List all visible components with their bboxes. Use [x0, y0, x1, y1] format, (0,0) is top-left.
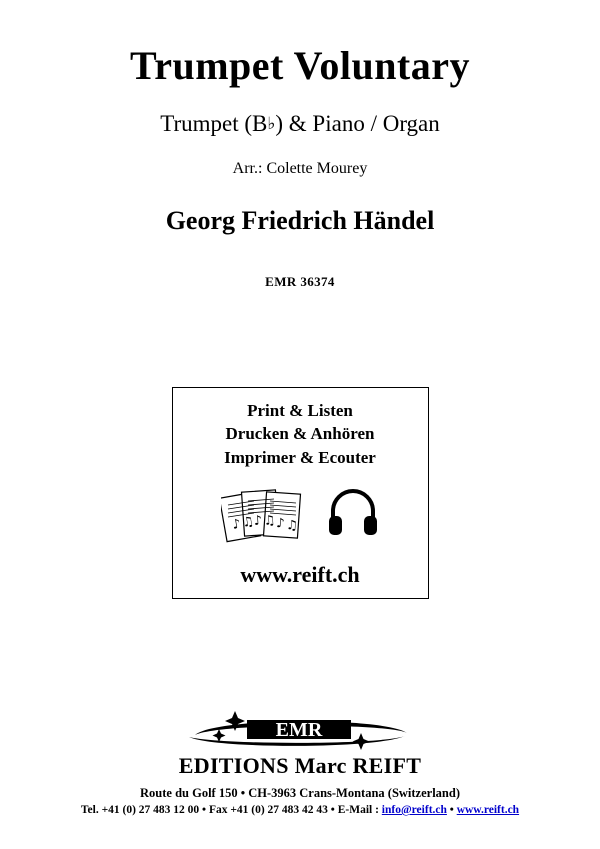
headphones-icon [327, 486, 379, 543]
promo-line-de: Drucken & Anhören [225, 424, 375, 444]
promo-box [172, 387, 429, 599]
svg-text:♪: ♪ [275, 516, 286, 533]
contact-phone-fax: Tel. +41 (0) 27 483 12 00 • Fax +41 (0) 27 483 42 43 • E-Mail : [80, 804, 382, 816]
email-link[interactable]: info@reift.ch [381, 804, 447, 816]
instrumentation [0, 88, 600, 138]
promo-section [0, 290, 600, 599]
svg-text:♫: ♫ [241, 514, 256, 532]
svg-text:EMR: EMR [275, 719, 323, 741]
publisher-contact [0, 804, 600, 816]
promo-line-fr: Imprimer & Ecouter [224, 447, 376, 467]
publisher-name: EDITIONS Marc REIFT [178, 753, 422, 778]
promo-line-en: Print & Listen [247, 400, 353, 420]
svg-text:♪: ♪ [231, 517, 242, 534]
svg-text:♫: ♫ [263, 513, 276, 530]
instrumentation-suffix: ) & Piano / Organ [275, 111, 440, 136]
emr-logo-icon [0, 705, 600, 751]
composer: Georg Friedrich Händel [165, 205, 435, 235]
sheet-music-icon [221, 481, 307, 548]
flat-symbol: ♭ [267, 114, 276, 133]
website-link[interactable]: www.reift.ch [456, 804, 520, 816]
publisher-address: Route du Golf 150 • CH-3963 Crans-Montana (Switzerland) [140, 786, 460, 800]
catalog-number: EMR 36374 [265, 273, 335, 289]
footer [0, 705, 600, 816]
instrumentation-prefix: Trumpet (B [160, 111, 268, 136]
svg-text:♪: ♪ [253, 513, 263, 530]
page-title: Trumpet Voluntary [129, 43, 471, 88]
contact-separator: • [446, 804, 457, 816]
promo-icon-row [221, 482, 379, 548]
promo-url[interactable]: www.reift.ch [240, 561, 360, 587]
arranger: Arr.: Colette Mourey [232, 159, 368, 177]
svg-text:♫: ♫ [285, 518, 299, 535]
